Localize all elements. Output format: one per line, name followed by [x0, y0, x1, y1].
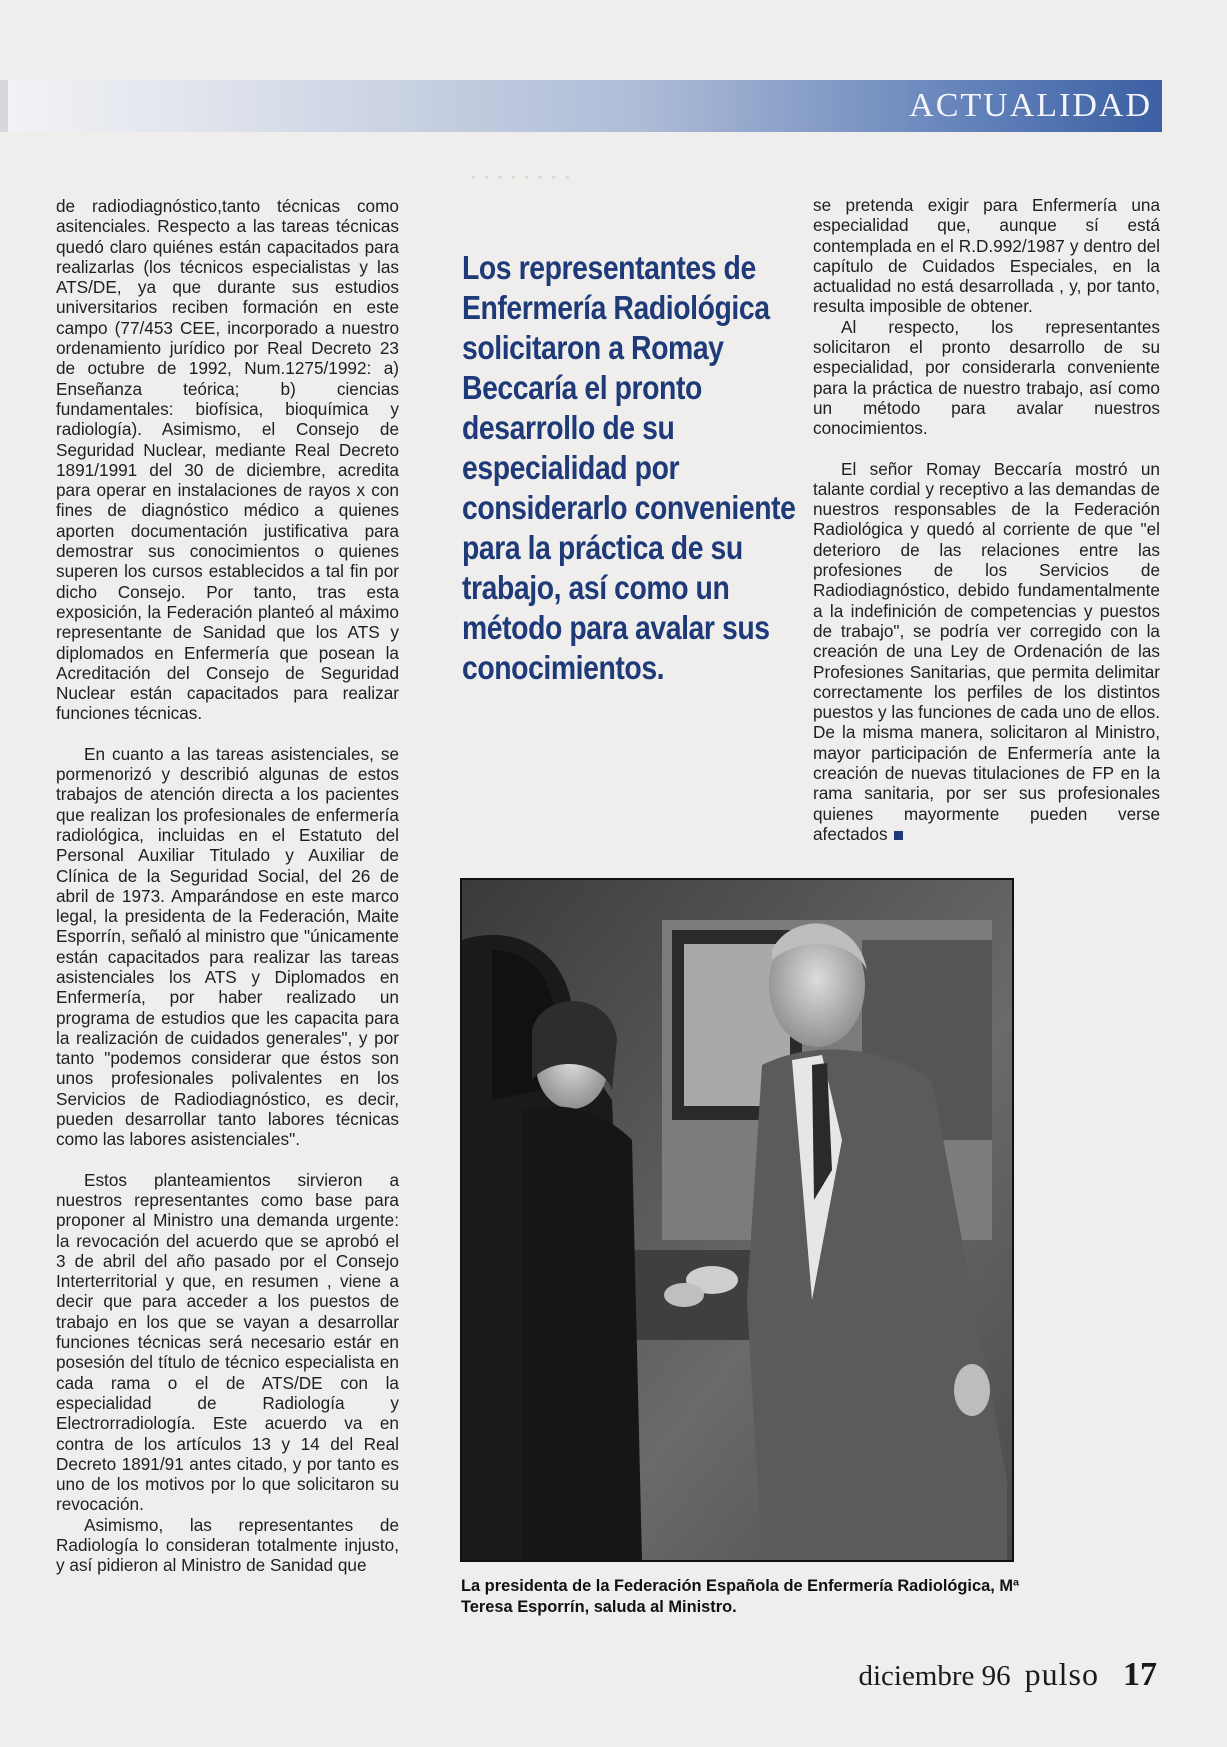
photo-caption: La presidenta de la Federación Española de Enfermería Radiológica, Mª Teresa Esporrín, saluda al Ministro. — [461, 1577, 1020, 1616]
end-of-article-mark — [894, 831, 903, 840]
left-column — [56, 196, 399, 1576]
body-paragraph: de radiodiagnóstico,tanto técnicas como asitenciales. Respecto a las tareas técnicas quedó claro quiénes están capacitados para realizarlas (los técnicos especialistas y las ATS/DE, ya que durante sus estudios universitarios reciben formación en este campo (77/453 CEE, incorporado a nuestro ordenamiento jurídico por Real Decreto 23 de octubre de 1992, Num.1275/1992: a) Enseñanza teórica; b) ciencias fundamentales: biofísica, bioquímica y radiología). Asimismo, el Consejo de Seguridad Nuclear, mediante Real Decreto 1891/1991 del 30 de diciembre, acredita para operar en instalaciones de rayos x con fines de diagnóstico médico a quienes aporten documentación justificativa para demostrar sus conocimientos o quienes superen los cursos establecidos a tal fin por dicho Consejo. Por tanto, tras esta exposición, la Federación planteó al máximo representante de Sanidad que los ATS y diplomados en Enfermería que posean la Acreditación del Consejo de Seguridad Nuclear están capacitados para realizar funciones técnicas. — [56, 196, 399, 724]
body-paragraph: En cuanto a las tareas asistenciales, se pormenorizó y describió algunas de estos trabajos de atención directa a los pacientes que realizan los profesionales de enfermería radiológica, incluidas en el Estatuto del Personal Auxiliar Titulado y Auxiliar de Clínica de la Seguridad Social, del 26 de abril de 1973. Amparándose en este marco legal, la presidenta de la Federación, Maite Esporrín, señaló al ministro que "únicamente están capacitados para realizar las tareas asistenciales los ATS y Diplomados en Enfermería, por haber realizado un programa de estudios que les capacita para la realización de cuidados generales", y por tanto "podemos considerar que éstos son unos profesionales polivalentes en los Servicios de Radiodiagnóstico, es decir, pueden desarrollar tanto labores técnicas como las labores asistenciales". — [56, 743, 399, 1150]
right-column — [813, 195, 1160, 844]
page-number: 17 — [1123, 1656, 1157, 1693]
body-paragraph: Al respecto, los representantes solicitaron el pronto desarrollo de su especialidad, por considerarla conveniente para la práctica de nuestro trabajo, así como un método para avalar nuestros conocimientos. — [813, 316, 1160, 439]
banner-edge — [0, 80, 8, 132]
body-paragraph: se pretenda exigir para Enfermería una especialidad que, aunque sí está contemplada en el R.D.992/1987 y dentro del capítulo de Cuidados Especiales, en la actualidad no está desarrollada , y, por tanto, resulta imposible de obtener. — [813, 195, 1160, 317]
photo-illustration — [462, 880, 1012, 1560]
news-photo — [460, 878, 1014, 1562]
section-banner — [0, 80, 1162, 132]
section-label: ACTUALIDAD — [909, 87, 1152, 124]
show-through-text: · · · · · · · · — [470, 165, 572, 190]
page-footer — [858, 1656, 1157, 1700]
body-paragraph: Estos planteamientos sirvieron a nuestros representantes como base para proponer al Ministro una demanda urgente: la revocación del acuerdo que se aprobó el 3 de abril del año pasado por el Consejo Interterritorial y que, en resumen , viene a decir que para acceder a los puestos de trabajo en los que se vayan a desarrollar funciones técnicas será necesario estár en posesión del título de técnico especialista en cada rama o el de ATS/DE con la especialidad de Radiología y Electrorradiología. Este acuerdo va en contra de los artículos 13 y 14 del Real Decreto 1891/91 antes citado, y por tanto es uno de los motivos por lo que solicitaron su revocación. — [56, 1169, 399, 1515]
pull-quote: Los representantes de Enfermería Radiológica solicitaron a Romay Beccaría el pronto desarrollo de su especialidad por considerarlo conveniente para la práctica de su trabajo, así como un método para avalar sus conocimientos. — [462, 249, 796, 686]
closing-paragraph-text: El señor Romay Beccaría mostró un talante cordial y receptivo a las demandas de nuestros responsables de la Federación Radiológica y quedó al corriente de que "el deterioro de las relaciones entre las profesiones de los Servicios de Radiodiagnóstico, debido fundamentalmente a la indefinición de competencias y puestos de trabajo", se podría ver corregido con la creación de una Ley de Ordenación de las Profesiones Sanitarias, que permita delimitar correctamente los perfiles de los distintos puestos y las funciones de cada uno de ellos. De la misma manera, solicitaron al Ministro, mayor participación de Enfermería ante la creación de nuevas titulaciones de FP en la rama sanitaria, por ser sus profesionales quienes mayormente pueden verse afectados — [813, 458, 1160, 844]
magazine-name: pulso — [1024, 1656, 1099, 1692]
body-paragraph — [813, 459, 1160, 845]
issue-date: diciembre 96 — [858, 1660, 1011, 1692]
body-paragraph: Asimismo, las representantes de Radiología lo consideran totalmente injusto, y así pidieron al Ministro de Sanidad que — [56, 1514, 399, 1576]
